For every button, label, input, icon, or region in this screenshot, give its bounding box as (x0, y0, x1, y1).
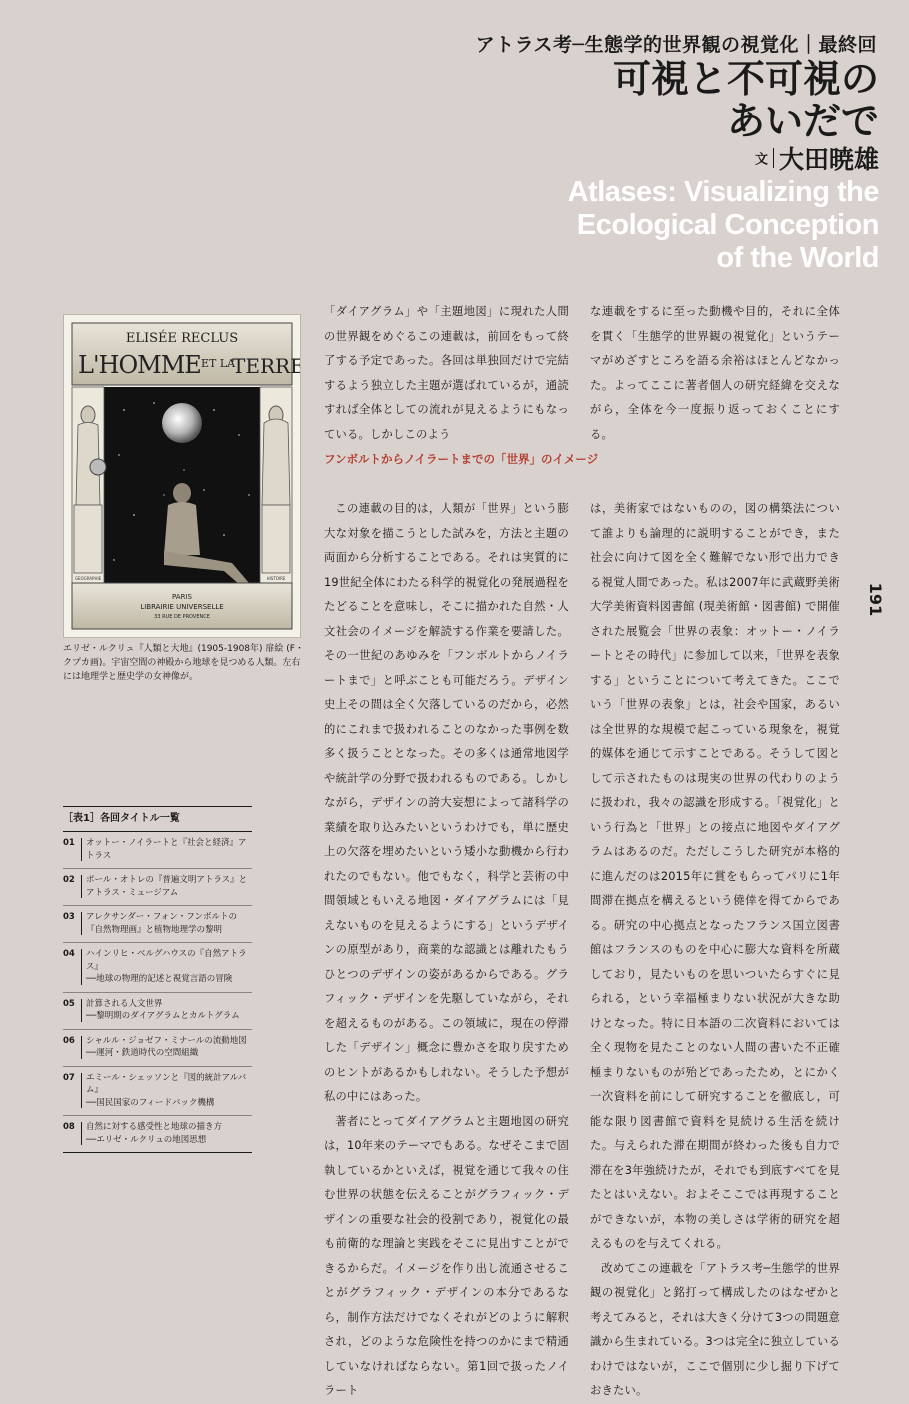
plate-title-2: ET LA (201, 357, 236, 370)
row-divider (81, 1073, 82, 1109)
column-2-intro (590, 300, 840, 447)
english-title-line-1: Atlases: Visualizing the (567, 176, 879, 208)
row-title-line-2: ──エリゼ・ルクリュの地図思想 (86, 1134, 207, 1145)
row-title-line-1: 計算される人文世界 (86, 998, 163, 1009)
row-divider (81, 949, 82, 985)
table-row (63, 1030, 252, 1067)
row-number: 02 (63, 875, 75, 885)
table-row (63, 1116, 252, 1153)
plate-left-label: GEOGRAPHIE (74, 576, 102, 581)
row-title (86, 998, 252, 1023)
row-number: 05 (63, 998, 75, 1009)
author-divider (773, 148, 774, 168)
frontispiece-illustration (64, 315, 300, 637)
row-title-line-2: ──運河・鉄道時代の空間組織 (86, 1048, 199, 1058)
body-paragraph: この連載の目的は，人類が「世界」という膨大な対象を描こうとした試みを，方法と主題の両面から分析することである。それは実質的に19世紀全体にわたる科学的視覚化の発展過程をたどることを意味し，そこに描かれた自然・人文社会のイメージを解読する作業を要請した。その一世紀のあゆみを「フンボルトからノイラートまで」と呼ぶことも可能だろう。デザイン史上その間は全く欠落しているのだから，必然的にこれまで扱われることのなかった事例を数多く扱うこととなった。その多くは通常地図学や統計学の分野で扱われるものである。しかしながら，デザインの誇大妄想によって諸科学の業績を取り込みたいというわけでも，単に歴史上の欠落を埋めたいという矮小な動機から行われたのでもない。他でもなく，科学と芸術の中間領域ともいえる地図・ダイアグラムには「見えないものを見えるようにする」というデザインの原型があり，商業的な認識とは離れたもうひとつのデザインの姿があるからである。グラフィック・デザインを先駆していながら，それを超えるものがある。この領域に，現在の停滞した「デザイン」概念に豊かさを取り戻すためのヒントがあるかもしれない。そうした予想が私の中にはあった。 (324, 502, 569, 1103)
row-title-line-2: アトラス・ミュージアム (86, 887, 179, 898)
row-title (86, 1035, 252, 1060)
author-name: 大田暁雄 (778, 145, 879, 174)
plate-pub-2: LIBRAIRIE UNIVERSELLE (140, 603, 224, 611)
table-row (63, 1067, 252, 1117)
english-title-line-3: of the World (716, 242, 879, 274)
row-title (86, 948, 252, 986)
table-row (63, 993, 252, 1030)
row-title-line-1: アレクサンダー・フォン・フンボルトの (86, 912, 237, 922)
plate-author: ELISÉE RECLUS (125, 331, 239, 346)
table-body (63, 832, 252, 1153)
row-number: 01 (63, 838, 75, 848)
plate-title-1: L'HOMME (78, 351, 201, 379)
column-2-body (590, 497, 840, 1404)
plate-pub-1: PARIS (172, 593, 192, 601)
figure-caption: エリゼ・ルクリュ『人類と大地』(1905-1908年) 扉絵 (F・クプカ画)。宇宙空間の神殿から地球を見つめる人類。左右には地理学と歴史学の女神像が。 (63, 644, 304, 682)
page-number (867, 580, 893, 620)
row-title-line-1: エミール・シェッソンと『図的統計アルバム』 (86, 1072, 247, 1095)
article-title (479, 58, 879, 142)
row-title-line-2: ──黎明期のダイアグラムとカルトグラム (86, 1011, 240, 1021)
english-title-line-2: Ecological Conception (576, 209, 879, 241)
row-title-line-1: 自然に対する感受性と地球の描き方 (86, 1122, 223, 1132)
row-title-line-1: ハインリヒ・ベルグハウスの『自然アトラス』 (86, 949, 247, 972)
row-title-line-1: シャルル・ジョゼフ・ミナールの流動地図 (86, 1035, 247, 1046)
row-divider (81, 838, 82, 861)
row-number: 04 (63, 949, 75, 959)
table-row (63, 869, 252, 906)
intro-paragraph-1: 「ダイアグラム」や「主題地図」に現れた人間の世界観をめぐるこの連載は，前回をもって終了する予定であった。各回は単独回だけで完結するよう独立した主題が選ばれているが，通読すれば全体としての流れが見えるようにもなっている。しかしこのよう (324, 305, 569, 441)
row-title (86, 874, 252, 899)
body-paragraph: 改めてこの連載を「アトラス考─生態学的世界観の視覚化」と銘打って構成したのはなぜかと考えてみると，それは大きく分けて3つの問題意識から生まれている。3つは完全に独立しているわけではないが，ここで個別に少し掘り下げておきたい。 (590, 1261, 840, 1397)
table-row (63, 943, 252, 993)
english-title (459, 176, 879, 275)
table-row (63, 906, 252, 943)
column-1-intro (324, 300, 569, 447)
row-title (86, 837, 252, 862)
row-divider (81, 999, 82, 1022)
row-number: 03 (63, 912, 75, 922)
row-title (86, 911, 252, 936)
row-title-line-2: 『自然物理画』と植物地理学の黎明 (86, 924, 223, 935)
row-title (86, 1121, 252, 1146)
frontispiece-figure (63, 314, 301, 638)
row-title-line-2: ──国民国家のフィードバック機構 (86, 1097, 215, 1108)
table-title: ［表1］各回タイトル一覧 (63, 806, 252, 832)
page-number-text: 191 (866, 582, 886, 617)
row-title (86, 1072, 252, 1110)
row-title-line-1: ポール・オトレの『普遍文明アトラス』と (86, 875, 248, 885)
section-heading: フンボルトからノイラートまでの「世界」のイメージ (324, 452, 599, 466)
column-1-body (324, 497, 569, 1404)
body-paragraph: は，美術家ではないものの，図の構築法について誰よりも論理的に説明することができ，また社会に向けて図を全く難解でない形で出力できる視覚人間であった。私は2007年に武蔵野美術大学美術資料図書館 (現美術館・図書館) で開催された展覧会「世界の表象：オットー・ノイラートとその時代」に参加して以来，「世界を表象する」ということについて考えてきた。ここでいう「世界の表象」とは，社会や国家，あるいは全世界的な規模で起こっている現象を，視覚的媒体を通じて示すことである。そうして図として示されたものは現実の世界の代わりのように扱われ，我々の認識を形成する。「視覚化」という行為と「世界」との接点に地図やダイアグラムはあるのだ。ただしこうした研究が本格的に進んだのは2015年に賞をもらってパリに1年間滞在拠点を構えるという僥倖を得てからである。研究の中心拠点となったフランス国立図書館はフランスのものを中心に膨大な資料を所蔵しており，見たいものを思いついたらすぐに見られる，という幸福極まりない状況が大きな助けとなった。特に日本語の二次資料においては全く現物を見たことのない人間の書いた不正確極まりないものが殆どであったため，とにかく一次資料を前にして研究することを徹底し，可能な限り図書館で資料を見続ける生活を続けた。与えられた滞在期間が終わった後も自力で滞在を3年強続けたが，それでも到底すべてを見たとはいえない。およそここでは再現することができないが，本物の美しさは学術的研究を超えるものを与えてくれる。 (590, 502, 840, 1250)
plate-right-label: HISTOIRE (266, 576, 286, 581)
table-row (63, 832, 252, 869)
row-title-line-2: ──地球の物理的記述と視覚言語の冒険 (86, 974, 233, 984)
row-number: 06 (63, 1035, 75, 1046)
row-title-line-1: オットー・ノイラートと『社会と経済』アトラス (86, 838, 247, 861)
row-number: 08 (63, 1122, 75, 1132)
intro-paragraph-2: な連載をするに至った動機や目的，それに全体を貫く「生態学的世界観の視覚化」というテーマがめざすところを語る余裕はほとんどなかった。よってここに著者個人の研究経緯を交えながら，全体を今一度振り返っておくことにする。 (590, 305, 840, 441)
title-list-table (63, 806, 252, 1153)
row-number: 07 (63, 1072, 75, 1083)
author-label: 文 (754, 152, 768, 168)
row-divider (81, 912, 82, 935)
row-divider (81, 1036, 82, 1059)
row-divider (81, 1122, 82, 1145)
row-divider (81, 875, 82, 898)
title-line-1: 可視と不可視の (612, 57, 879, 101)
author-byline (755, 140, 879, 176)
series-title: アトラス考─生態学的世界観の視覚化｜最終回 (475, 34, 877, 56)
plate-title-3: TERRE (232, 354, 300, 378)
plate-pub-3: 33 RUE DE PROVENCE (154, 614, 210, 620)
body-paragraph: 著者にとってダイアグラムと主題地図の研究は，10年来のテーマでもある。なぜそこまで固執しているかといえば，視覚を通じて我々の住む世界の状態を伝えることがグラフィック・デザインの重要な社会的役割であり，視覚化の最も前衛的な理論と実践をそこに見出すことができるからだ。イメージを作り出し流通させることがグラフィック・デザインの本分であるなら，制作方法だけでなくそれがどのように解釈され，どのような危険性を持つのかにまで精通していなければならない。第1回で扱ったノイラート (324, 1114, 569, 1397)
title-line-2: あいだで (726, 99, 879, 143)
